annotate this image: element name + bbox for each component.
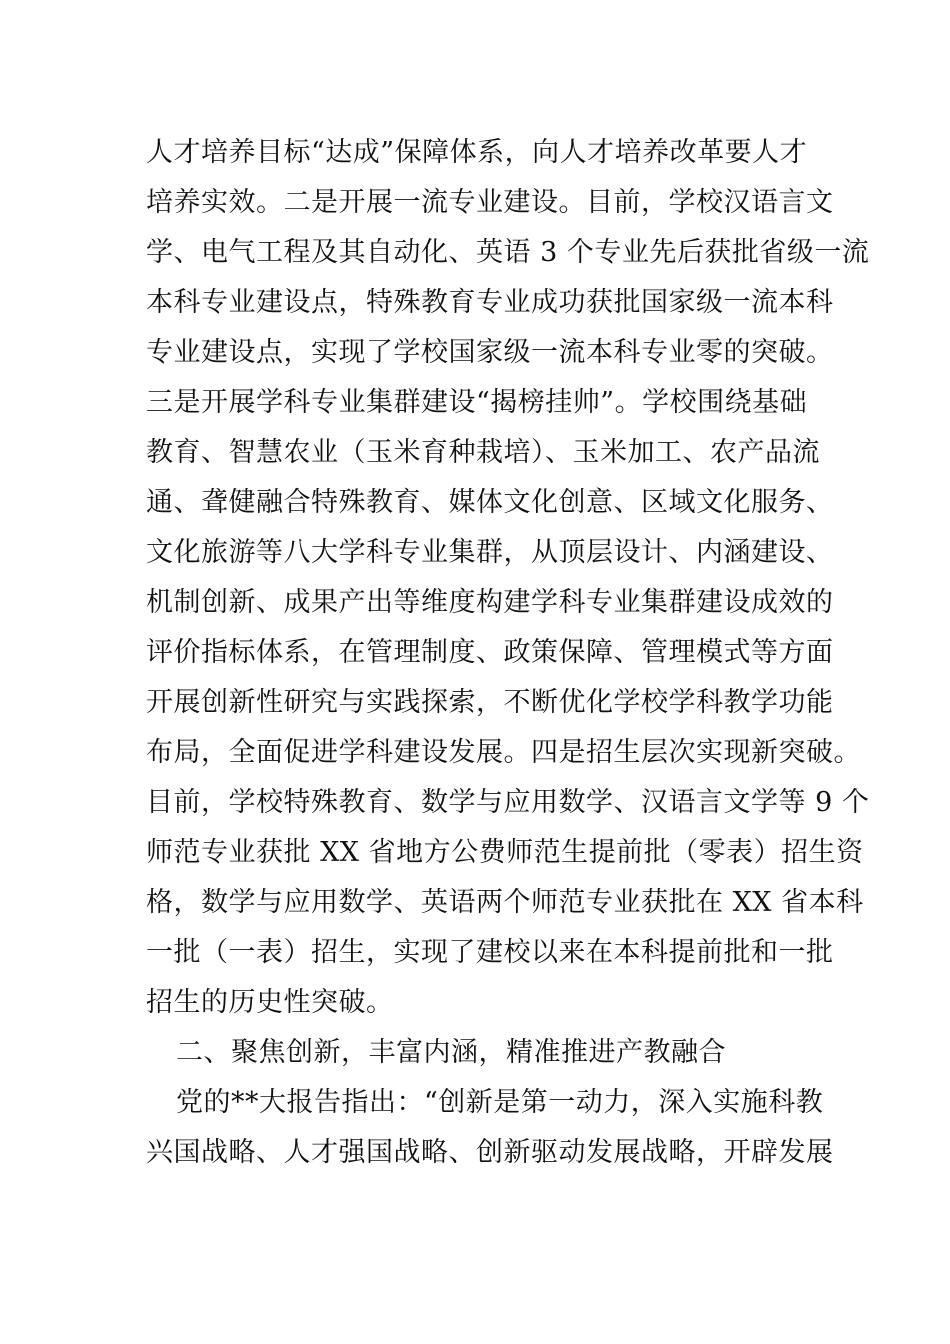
- text-line: 评价指标体系，在管理制度、政策保障、管理模式等方面: [146, 637, 834, 668]
- text-line: 培养实效。二是开展一流专业建设。目前，学校汉语言文: [146, 187, 834, 218]
- text-line: 开展创新性研究与实践探索，不断优化学校学科教学功能: [146, 687, 834, 718]
- text-line: 机制创新、成果产出等维度构建学科专业集群建设成效的: [146, 587, 834, 618]
- text-line: 专业建设点，实现了学校国家级一流本科专业零的突破。: [146, 337, 834, 368]
- text-line: 布局，全面促进学科建设发展。四是招生层次实现新突破。: [146, 737, 861, 768]
- section-heading: 二、聚焦创新，丰富内涵，精准推进产教融合: [176, 1037, 726, 1068]
- text-line: 通、聋健融合特殊教育、媒体文化创意、区域文化服务、: [146, 487, 834, 518]
- text-line: 党的**大报告指出：“创新是第一动力，深入实施科教: [176, 1087, 824, 1118]
- text-line: 本科专业建设点，特殊教育专业成功获批国家级一流本科: [146, 287, 834, 318]
- text-line: 一批（一表）招生，实现了建校以来在本科提前批和一批: [146, 937, 834, 968]
- text-line: 文化旅游等八大学科专业集群，从顶层设计、内涵建设、: [146, 537, 834, 568]
- text-line: 目前，学校特殊教育、数学与应用数学、汉语言文学等 9 个: [146, 787, 870, 818]
- text-line: 教育、智慧农业（玉米育种栽培）、玉米加工、农产品流: [146, 437, 820, 468]
- text-line: 三是开展学科专业集群建设“揭榜挂帅”。学校围绕基础: [146, 387, 808, 418]
- text-line: 人才培养目标“达成”保障体系，向人才培养改革要人才: [146, 137, 808, 168]
- text-line: 学、电气工程及其自动化、英语 3 个专业先后获批省级一流: [146, 237, 870, 268]
- text-line: 格，数学与应用数学、英语两个师范专业获批在 XX 省本科: [146, 887, 864, 918]
- text-line: 兴国战略、人才强国战略、创新驱动发展战略，开辟发展: [146, 1137, 834, 1168]
- text-line: 招生的历史性突破。: [146, 987, 394, 1018]
- text-line: 师范专业获批 XX 省地方公费师范生提前批（零表）招生资: [146, 837, 864, 868]
